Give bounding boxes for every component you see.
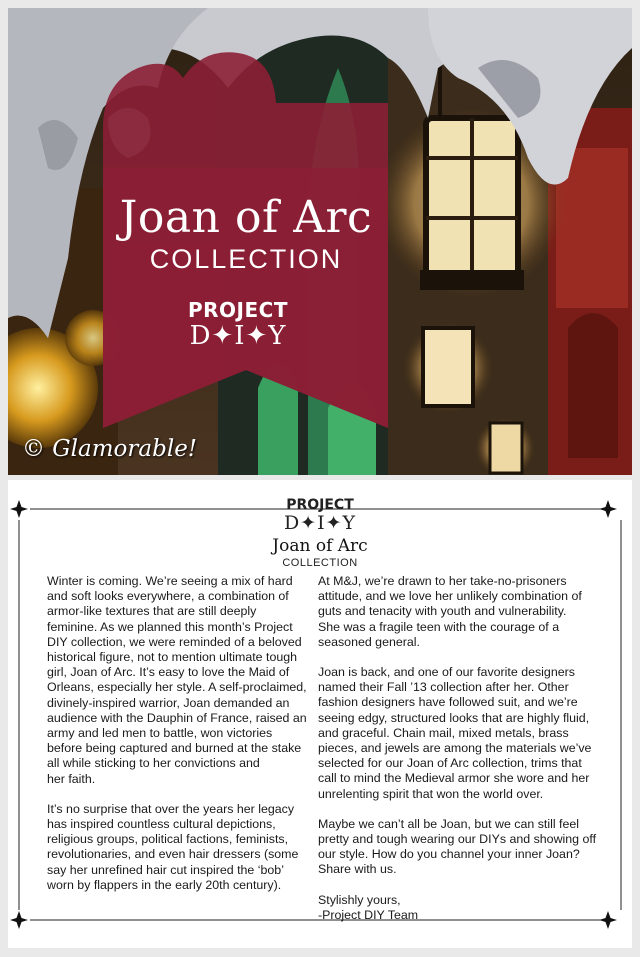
hero-photo bbox=[8, 8, 632, 475]
left-column bbox=[47, 574, 319, 908]
hero-logo-diy: D✦I✦Y bbox=[189, 321, 287, 351]
signature: Stylishly yours, -Project DIY Team bbox=[318, 892, 419, 922]
cathedral-scene bbox=[8, 8, 632, 475]
watermark: © Glamorable! bbox=[22, 436, 198, 462]
paragraph: Joan is back, and one of our favorite designers named their Fall ’13 collection after her. Other fashion designers have followed suit, and we’re seeing edgy, structured looks that are highly fluid, and graceful. Chain mail, mixed metals, brass pieces, and jewels are among the materials we’ve selected for our Joan of Arc collection, trims that call to mind the Medieval armor she wore and her unrelenting spirit that won the world over. bbox=[318, 665, 592, 801]
paragraph: It’s no surprise that over the years her legacy has inspired countless cultural depictions, religious groups, political factions, feminists, revolutionaries, and even hair dressers (some say her unrefined hair cut inspired the ‘bob’ worn by flappers in the early 20th century). bbox=[47, 801, 299, 892]
card-logo-diy: D✦I✦Y bbox=[283, 512, 357, 534]
hero-logo-project: PROJECT bbox=[188, 298, 288, 322]
hero-title: Joan of Arc bbox=[119, 192, 373, 243]
right-column bbox=[318, 574, 598, 938]
corner-star-icon bbox=[599, 500, 617, 518]
corner-star-icon bbox=[10, 500, 28, 518]
card-title: Joan of Arc bbox=[272, 536, 368, 556]
card-logo-project: PROJECT bbox=[286, 497, 354, 513]
paragraph: Winter is coming. We’re seeing a mix of hard and soft looks everywhere, a combination of armor-like textures that are still deeply feminine. As we planned this month’s Project DIY collection, we were reminded of a beloved historical figure, not to mention ultimate tough girl, Joan of Arc. It’s easy to love the Maid of Orleans, especially her style. A self-proclaimed, divinely-inspired warrior, Joan demanded an audience with the Dauphin of France, raised an army and led men to battle, won victories before being captured and burned at the stake all while sticking to her convictions and her faith. bbox=[47, 574, 307, 786]
paragraph: At M&J, we’re drawn to her take-no-prisoners attitude, and we love her unlikely combination of guts and tenacity with youth and vulnerability. She was a fragile teen with the courage of a seasoned general. bbox=[318, 574, 582, 649]
hero-subtitle: COLLECTION bbox=[149, 244, 343, 274]
collection-card bbox=[8, 480, 632, 948]
card-subtitle: COLLECTION bbox=[282, 557, 358, 569]
corner-star-icon bbox=[10, 911, 28, 929]
paragraph: Maybe we can’t all be Joan, but we can still feel pretty and tough wearing our DIYs and showing off our style. How do you channel your inner Joan? Share with us. bbox=[318, 816, 597, 877]
corner-star-icon bbox=[599, 911, 617, 929]
